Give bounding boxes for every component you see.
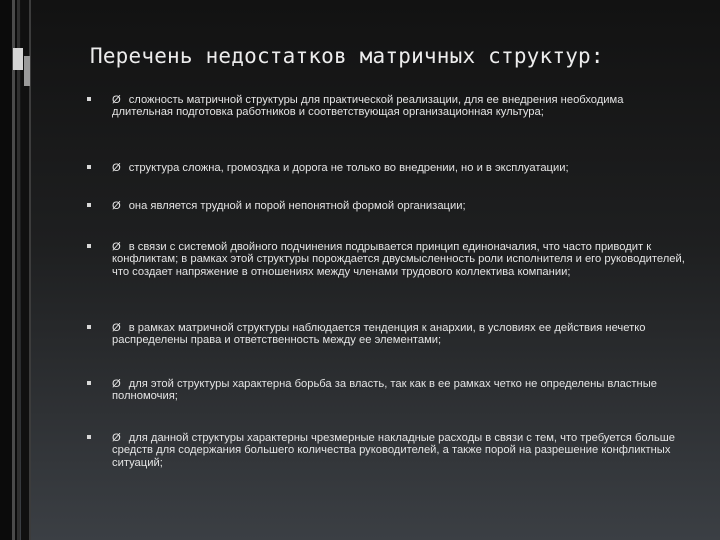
list-item-label: в связи с системой двойного подчинения подрывается принцип единоначалия, что часто приводит к конфликтам; в рамках этой структуры порождается двусмысленность роли исполнителя и его руководителей, что создает напряжение в отношениях между членами трудового коллектива компании; <box>112 241 685 278</box>
list-item-text <box>112 322 687 347</box>
list-item-text <box>112 432 687 469</box>
slide-title: Перечень недостатков матричных структур: <box>90 44 604 68</box>
list-item-label: она является трудной и порой непонятной формой организации; <box>128 200 466 212</box>
list-item-text <box>112 94 687 119</box>
bullet-icon <box>87 203 91 207</box>
arrow-marker-icon: Ø <box>112 432 121 444</box>
list-item-label: в рамках матричной структуры наблюдается тенденция к анархии, в условиях ее действия нечетко распределены права и ответственность между ее элементами; <box>112 322 646 347</box>
arrow-marker-icon: Ø <box>112 241 121 253</box>
list-item-text <box>112 241 687 278</box>
list-item-text <box>112 378 687 403</box>
list-item-label: для этой структуры характерна борьба за власть, так как в ее рамках четко не определены властные полномочия; <box>112 378 657 403</box>
list-item-text <box>112 162 687 174</box>
arrow-marker-icon: Ø <box>112 200 121 212</box>
arrow-marker-icon: Ø <box>112 94 121 106</box>
bullet-icon <box>87 381 91 385</box>
list-item-label: для данной структуры характерны чрезмерные накладные расходы в связи с тем, что требуется больше средств для содержания большего количества руководителей, а также порой на разрешение конфликтных ситуаций; <box>112 432 675 469</box>
bullet-icon <box>87 165 91 169</box>
bullet-icon <box>87 325 91 329</box>
arrow-marker-icon: Ø <box>112 162 121 174</box>
bullet-icon <box>87 435 91 439</box>
arrow-marker-icon: Ø <box>112 322 121 334</box>
list-item-label: структура сложна, громоздка и дорога не только во внедрении, но и в эксплуатации; <box>128 162 569 174</box>
list-item-text <box>112 200 687 212</box>
bullet-icon <box>87 97 91 101</box>
bullet-icon <box>87 244 91 248</box>
list-item-label: сложность матричной структуры для практической реализации, для ее внедрения необходима длительная подготовка работников и соответствующая организационная культура; <box>112 94 624 119</box>
arrow-marker-icon: Ø <box>112 378 121 390</box>
